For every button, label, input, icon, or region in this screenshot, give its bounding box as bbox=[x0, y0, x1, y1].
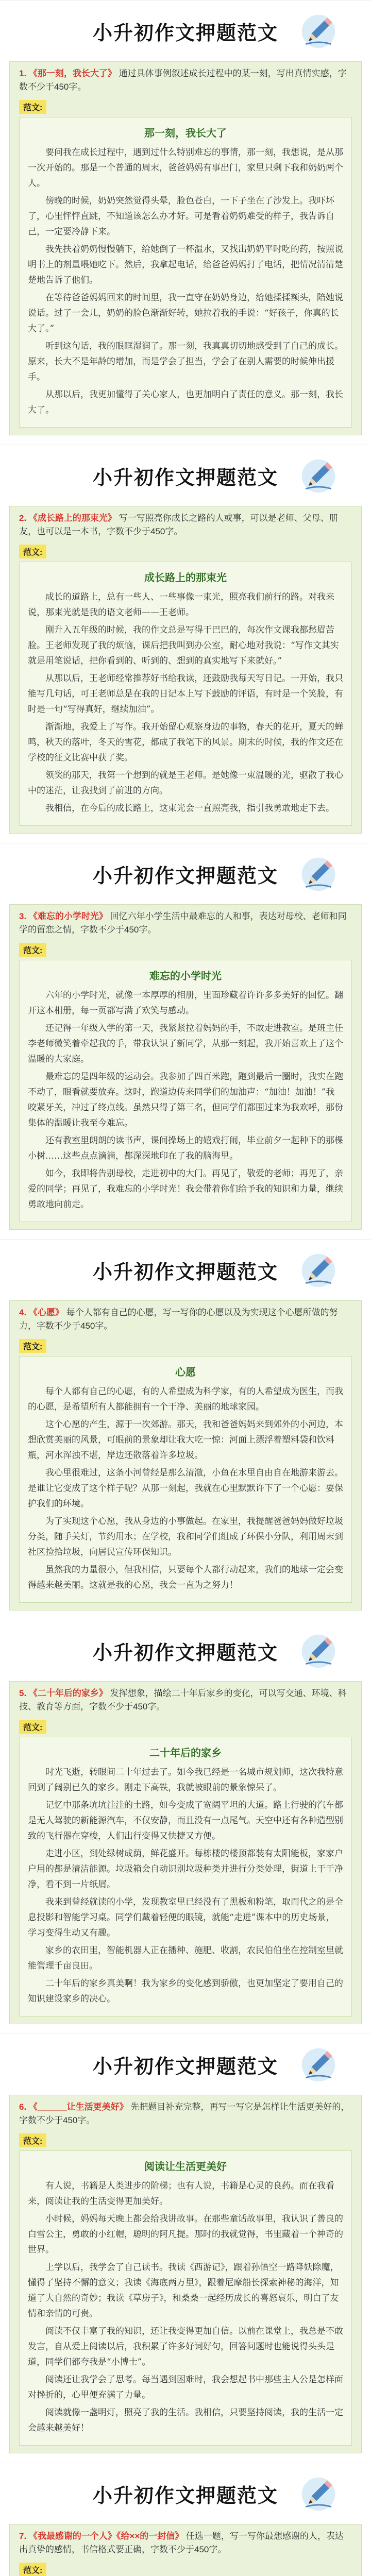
section-header bbox=[0, 1620, 371, 1681]
prompt-requirement: 写一写照亮你成长之路的人或事，可以是老师、父母、朋友，也可以是一本书，字数不少于450字。 bbox=[19, 513, 338, 536]
section-header bbox=[0, 843, 371, 904]
prompt-number: 2. bbox=[19, 513, 27, 523]
pencil-icon bbox=[299, 1251, 338, 1290]
prompt bbox=[10, 905, 361, 941]
header-title: 小升初作文押题范文 bbox=[92, 1260, 278, 1283]
pencil-icon bbox=[299, 855, 338, 894]
pencil-icon bbox=[299, 2045, 338, 2084]
header-title: 小升初作文押题范文 bbox=[92, 1641, 278, 1664]
prompt-number: 6. bbox=[19, 2102, 27, 2112]
prompt-requirement: 先把题目补充完整，再写一写它是怎样让生活更美好的，字数不少于450字。 bbox=[19, 2102, 350, 2125]
prompt-requirement: 任选一题，写一写你最想感谢的人，表达出真挚的感情，书信格式要正确，字数不少于450字。 bbox=[19, 2531, 344, 2554]
fanwen-label: 范文: bbox=[19, 545, 46, 558]
essay-paragraph: 领奖的那天，我第一个想到的就是王老师。是她像一束温暖的光，驱散了我心中的迷茫，让我找到了前进的方向。 bbox=[28, 770, 343, 796]
essay-paragraph: 最难忘的是四年级的运动会。我参加了四百米跑，跑到最后一圈时，我实在跑不动了，眼看就要放弃。这时，跑道边传来同学们的加油声：“加油！加油！”我咬紧牙关，冲过了终点线。虽然只得了第三名，但同学们都围过来为我欢呼，那份集体的温暖让我至今难忘。 bbox=[28, 1072, 343, 1128]
essay-paragraph: 阅读就像一盏明灯，照亮了我的生活。我相信，只要坚持阅读，我的生活一定会越来越美好！ bbox=[28, 2408, 343, 2433]
essay bbox=[19, 562, 352, 826]
prompt-card bbox=[9, 61, 362, 435]
essay-paragraph: 从那以后，我更加懂得了关心家人，也更加明白了责任的意义。那一刻，我长大了。 bbox=[28, 389, 343, 415]
prompt-requirement: 回忆六年小学生活中最难忘的人和事，表达对母校、老师和同学的留恋之情，字数不少于450字。 bbox=[19, 911, 347, 935]
essay-paragraph: 为了实现这个心愿，我从身边的小事做起。在家里，我提醒爸爸妈妈做好垃圾分类，随手关灯，节约用水；在学校，我和同学们组成了环保小分队，利用周末到社区捡拾垃圾，向居民宣传环保知识。 bbox=[28, 1516, 343, 1557]
section-header bbox=[0, 1239, 371, 1300]
fanwen-label: 范文: bbox=[19, 2133, 46, 2147]
section-header bbox=[0, 2033, 371, 2095]
essay bbox=[19, 117, 352, 428]
essay-paragraph: 家乡的农田里，智能机器人正在播种、施肥、收割，农民伯伯坐在控制室里就能管理千亩良田。 bbox=[28, 1945, 343, 1971]
prompt-card bbox=[9, 1300, 362, 1611]
essay-paragraph: 小时候，妈妈每天晚上都会给我讲故事。在那些童话故事里，我认识了善良的白雪公主，勇敢的小红帽，聪明的阿凡提。那时的我就觉得，书里藏着一个神奇的世界。 bbox=[28, 2214, 343, 2255]
prompt-number: 7. bbox=[19, 2531, 27, 2541]
essay-paragraph: 还记得一年级入学的第一天，我紧紧拉着妈妈的手，不敢走进教室。是班主任李老师微笑着牵起我的手，带我认识了新同学，从那一刻起，我开始喜欢上了这个温暖的大家庭。 bbox=[28, 1023, 343, 1064]
prompt-topic: 《______让生活更美好》 bbox=[28, 2102, 128, 2112]
prompt-topic: 《那一刻，我长大了》 bbox=[28, 69, 116, 78]
prompt-number: 5. bbox=[19, 1688, 27, 1698]
essay-paragraph: 成长的道路上，总有一些人、一些事像一束光，照亮我们前行的路。对我来说，那束光就是我的语文老师——王老师。 bbox=[28, 592, 334, 618]
prompt-requirement: 每个人都有自己的心愿，写一写你的心愿以及为实现这个心愿所做的努力，字数不少于450字。 bbox=[19, 1308, 338, 1331]
prompt-topic: 《成长路上的那束光》 bbox=[28, 513, 116, 523]
prompt-card bbox=[9, 2524, 362, 2576]
fanwen-label: 范文: bbox=[19, 1339, 46, 1353]
prompt-number: 3. bbox=[19, 911, 27, 921]
header-title: 小升初作文押题范文 bbox=[92, 2484, 278, 2507]
pencil-icon bbox=[299, 12, 338, 51]
prompt-topic: 《二十年后的家乡》 bbox=[28, 1688, 108, 1698]
essay-paragraph: 刚升入五年级的时候，我的作文总是写得干巴巴的，每次作文课我都愁眉苦脸。王老师发现了我的烦恼，课后把我叫到办公室，耐心地对我说：“写作文其实就是用笔说话，把你看到的、听到的、想到的真实地写下来就好。” bbox=[28, 625, 339, 666]
prompt bbox=[10, 2095, 361, 2131]
prompt-topic: 《我最感谢的一个人》《给××的一封信》 bbox=[28, 2531, 184, 2541]
essay-paragraph: 阅读还让我学会了思考。每当遇到困难时，我会想起书中那些主人公是怎样面对挫折的，心里便充满了力量。 bbox=[28, 2375, 343, 2400]
essay-paragraph: 时光飞逝，转眼间二十年过去了。如今我已经是一名城市规划师，这次我特意回到了阔别已久的家乡。刚走下高铁，我就被眼前的景象惊呆了。 bbox=[28, 1767, 343, 1793]
section-header bbox=[0, 445, 371, 506]
fanwen-label: 范文: bbox=[19, 1720, 46, 1734]
essay-title: 阅读让生活更美好 bbox=[144, 2161, 227, 2173]
fanwen-label: 范文: bbox=[19, 2563, 46, 2576]
essay-paragraph: 还有教室里朗朗的读书声，课间操场上的嬉戏打闹，毕业前夕一起种下的那棵小树……这些点点滴滴，都深深地印在了我的脑海里。 bbox=[28, 1136, 343, 1161]
essay-paragraph: 如今，我即将告别母校，走进初中的大门。再见了，敬爱的老师；再见了，亲爱的同学；再见了，我难忘的小学时光！我会带着你们给予我的知识和力量，继续勇敢地向前走。 bbox=[28, 1168, 343, 1210]
essay-title: 心愿 bbox=[175, 1367, 196, 1378]
fanwen-label: 范文: bbox=[19, 943, 46, 957]
essay-paragraph: 阅读不仅丰富了我的知识，还让我变得更加自信。以前在课堂上，我总是不敢发言，自从爱上阅读以后，我积累了许多好词好句，回答问题时也能说得头头是道，同学们都夸我是“小博士”。 bbox=[28, 2326, 343, 2367]
essay-paragraph: 傍晚的时候，奶奶突然觉得头晕，脸色苍白，一下子坐在了沙发上。我吓坏了，心里怦怦直跳，不知道该怎么办才好。可是看着奶奶难受的样子，我告诉自己，一定要冷静下来。 bbox=[28, 196, 334, 237]
pencil-icon bbox=[299, 456, 338, 496]
essay-paragraph: 我心里很难过，这条小河曾经是那么清澈，小鱼在水里自由自在地游来游去。是谁让它变成了这个样子呢？从那一刻起，我就在心里默默许下了一个心愿：要保护我们的环境。 bbox=[28, 1468, 343, 1509]
essay-paragraph: 我相信，在今后的成长路上，这束光会一直照亮我，指引我勇敢地走下去。 bbox=[45, 803, 334, 814]
essay bbox=[19, 1356, 352, 1603]
essay-paragraph: 走进小区，到处绿树成荫，鲜花盛开。每栋楼的楼顶都装有太阳能板，家家户户用的都是清洁能源。垃圾箱会自动识别垃圾种类并进行分类处理，街道上干干净净，看不到一片纸屑。 bbox=[28, 1849, 343, 1890]
prompt-topic: 《难忘的小学时光》 bbox=[28, 911, 108, 921]
essay-paragraph: 记忆中那条坑坑洼洼的土路，如今变成了宽阔平坦的大道。路上行驶的汽车都是无人驾驶的新能源汽车，不仅安静，而且没有一点尾气。天空中还有各种造型别致的飞行器在穿梭，人们出行变得又快捷又方便。 bbox=[28, 1800, 343, 1841]
essay-paragraph: 从那以后，王老师经常推荐好书给我读，还鼓励我每天写日记。一开始，我只能写几句话，可王老师总是在我的日记本上写下鼓励的评语，有时是一个笑脸，有时是一句“写得真好，继续加油”。 bbox=[28, 673, 343, 715]
essay-paragraph: 这个心愿的产生，源于一次郊游。那天，我和爸爸妈妈来到郊外的小河边，本想欣赏美丽的风景，可眼前的景象却让我大吃一惊：河面上漂浮着塑料袋和饮料瓶，河水浑浊不堪，岸边还散落着许多垃圾。 bbox=[28, 1419, 343, 1461]
prompt-topic: 《心愿》 bbox=[28, 1308, 64, 1317]
header-title: 小升初作文押题范文 bbox=[92, 466, 278, 489]
essay-paragraph: 在等待爸爸妈妈回来的时间里，我一直守在奶奶身边，给她揉揉额头，陪她说说话。过了一会儿，奶奶的脸色渐渐好转，她拉着我的手说：“好孩子，你真的长大了。” bbox=[28, 293, 343, 334]
prompt bbox=[10, 2524, 361, 2561]
header-title: 小升初作文押题范文 bbox=[92, 21, 278, 44]
prompt-number: 4. bbox=[19, 1308, 27, 1317]
prompt-card bbox=[9, 1681, 362, 2024]
essay-paragraph: 有人说，书籍是人类进步的阶梯；也有人说，书籍是心灵的良药。而在我看来，阅读让我的生活变得更加美好。 bbox=[28, 2181, 334, 2207]
essay bbox=[19, 960, 352, 1222]
prompt-requirement: 通过具体事例叙述成长过程中的某一刻，写出真情实感，字数不少于450字。 bbox=[19, 69, 347, 92]
essay bbox=[19, 2150, 352, 2446]
prompt-requirement: 发挥想象，描绘二十年后家乡的变化，可以写交通、环境、科技、教育等方面，字数不少于450字。 bbox=[19, 1688, 347, 1711]
header-title: 小升初作文押题范文 bbox=[92, 864, 278, 887]
essay-paragraph: 六年的小学时光，就像一本厚厚的相册，里面珍藏着许许多多美好的回忆。翻开这本相册，每一页都写满了欢笑与感动。 bbox=[28, 990, 343, 1016]
essay-title: 成长路上的那束光 bbox=[144, 572, 227, 584]
essay-title: 难忘的小学时光 bbox=[149, 971, 222, 982]
essay-paragraph: 听到这句话，我的眼眶湿润了。那一刻，我真真切切地感受到了自己的成长。原来，长大不是年龄的增加，而是学会了担当，学会了在别人需要的时候伸出援手。 bbox=[28, 341, 343, 382]
essay-paragraph: 要问我在成长过程中，遇到过什么特别难忘的事情，那一刻，我想说，是从那一次开始的。那是一个普通的周末，爸爸妈妈有事出门，家里只剩下我和奶奶两个人。 bbox=[28, 147, 343, 189]
prompt-card bbox=[9, 2095, 362, 2453]
prompt bbox=[10, 1301, 361, 1337]
essay-paragraph: 渐渐地，我爱上了写作。我开始留心观察身边的事物，春天的花开，夏天的蝉鸣，秋天的落叶，冬天的雪花，都成了我笔下的风景。期末的时候，我的作文还在学校的征文比赛中获了奖。 bbox=[28, 722, 343, 763]
essay-paragraph: 二十年后的家乡真美啊！我为家乡的变化感到骄傲，也更加坚定了要用自己的知识建设家乡的决心。 bbox=[28, 1978, 343, 2004]
prompt-number: 1. bbox=[19, 69, 27, 78]
essay-paragraph: 每个人都有自己的心愿，有的人希望成为科学家，有的人希望成为医生，而我的心愿，是希望所有人都能拥有一个干净、美丽的地球家园。 bbox=[28, 1386, 343, 1412]
section-header bbox=[0, 0, 371, 61]
pencil-icon bbox=[299, 2475, 338, 2514]
essay bbox=[19, 1737, 352, 2016]
essay-paragraph: 虽然我的力量很小，但我相信，只要每个人都行动起来，我们的地球一定会变得越来越美丽。这就是我的心愿，我会一直为之努力！ bbox=[28, 1565, 343, 1590]
section-header bbox=[0, 2463, 371, 2524]
prompt bbox=[10, 506, 361, 543]
essay-paragraph: 上学以后，我学会了自己读书。我读《西游记》，跟着孙悟空一路降妖除魔，懂得了坚持不懈的意义；我读《海底两万里》，跟着尼摩船长探索神秘的海洋，知道了大自然的奇妙；我读《草房子》，和桑桑一起经历成长的喜怒哀乐，明白了友情和亲情的可贵。 bbox=[28, 2262, 339, 2319]
prompt bbox=[10, 1682, 361, 1718]
essay-paragraph: 我来到曾经就读的小学，发现教室里已经没有了黑板和粉笔，取而代之的是全息投影和智能学习桌。同学们戴着轻便的眼镜，就能“走进”课本中的历史场景，学习变得生动又有趣。 bbox=[28, 1897, 343, 1938]
essay-title: 那一刻，我长大了 bbox=[144, 128, 227, 139]
prompt bbox=[10, 62, 361, 98]
essay-title: 二十年后的家乡 bbox=[149, 1748, 222, 1759]
prompt-card bbox=[9, 904, 362, 1230]
prompt-card bbox=[9, 506, 362, 834]
essay-paragraph: 我先扶着奶奶慢慢躺下，给她倒了一杯温水，又找出奶奶平时吃的药，按照说明书上的剂量喂她吃下。然后，我拿起电话，给爸爸妈妈打了电话，把情况清清楚楚地告诉了他们。 bbox=[28, 244, 343, 285]
pencil-icon bbox=[299, 1632, 338, 1671]
fanwen-label: 范文: bbox=[19, 100, 46, 114]
header-title: 小升初作文押题范文 bbox=[92, 2055, 278, 2078]
